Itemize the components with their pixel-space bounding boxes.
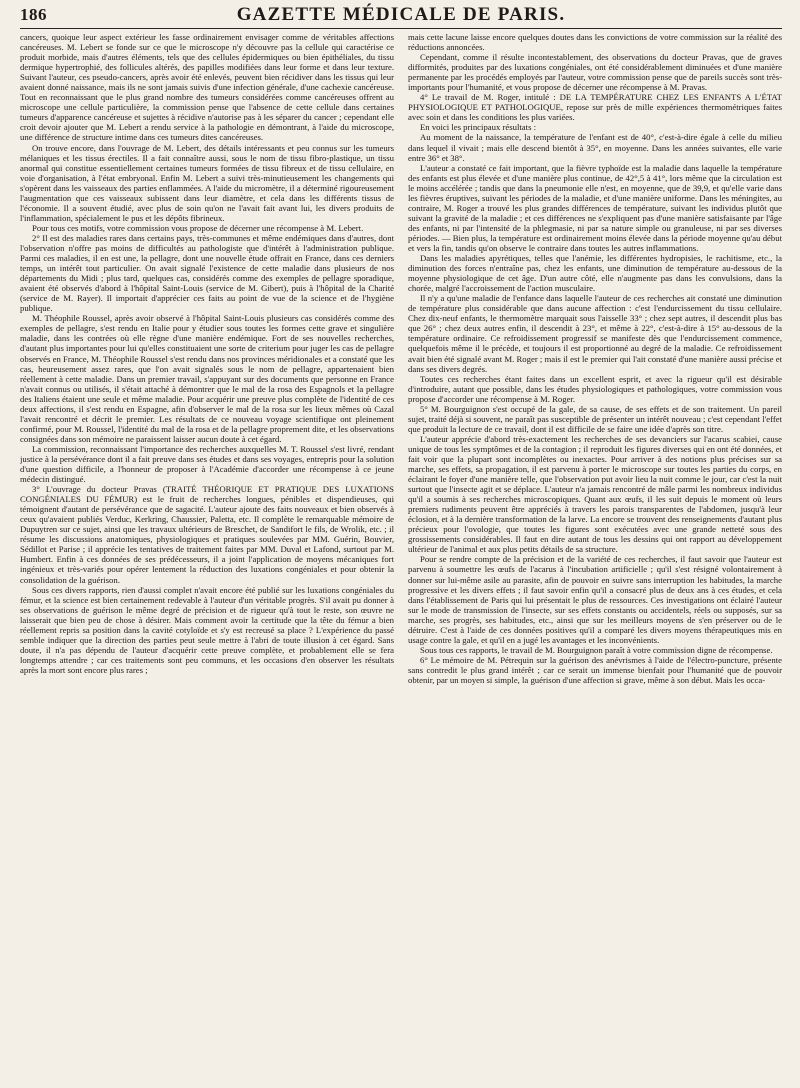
paragraph: On trouve encore, dans l'ouvrage de M. Lebert, des détails intéressants et peu connus sur les tumeurs mélaniques et les tissus érectiles. Il a fait connaître aussi, sous le nom de tissu fibro-plastique, un tissu anormal qui constitue essentiellement certaines tumeurs formées de tissu fibreux et de tissu cellulaire, en voie d'organisation, à l'état embryonal. Enfin M. Lebert a suivi très-minutieusement les changements qui s'opèrent dans les vaisseaux des parties enflammées. A l'aide du micromètre, il a déterminé rigoureusement l'augmentation que ces vaisseaux subissent dans leur diamètre, et cela dans les différents tissus de l'économie. Il a souvent étudié, avec plus de soin qu'on ne l'avait fait avant lui, les divers produits de l'inflammation, spécialement le pus et les dépôts fibrineux. <box>20 142 394 223</box>
paragraph: 4° Le travail de M. Roger, intitulé : DE LA TEMPÉRATURE CHEZ LES ENFANTS A L'ÉTAT PHYSIOLOGIQUE ET PATHOLOGIQUE, repose sur près de mille expériences thermométriques faites avec soin et dans les conditions les plus variées. <box>408 92 782 123</box>
paragraph: 6° Le mémoire de M. Pétrequin sur la guérison des anévrismes à l'aide de l'électro-puncture, présente sans contredit le plus grand intérêt ; car ce serait un immense bienfait pour l'humanité que de pouvoir obtenir, par un moyen si simple, la guérison d'une affection si grave, même à son début. Mais les occa- <box>408 654 782 685</box>
paragraph: cancers, quoique leur aspect extérieur les fasse ordinairement envisager comme de véritables affections cancéreuses. M. Lebert se fonde sur ce que le microscope n'y découvre pas la cellule qui caractérise ce produit morbide, mais d'autres éléments, tels que des cellules épidermiques ou bien épithéliales, du tissu dermique hypertrophié, des follicules altérés, des papilles modifiées dans leur forme et dans leur texture. Suivant l'auteur, ces pseudo-cancers, après avoir été enlevés, peuvent bien récidiver dans les tissus qui leur avaient donné naissance, mais ils ne sont jamais suivis d'une infection générale, d'une cachexie cancéreuse. Tout en reconnaissant que le plus grand nombre des tumeurs considérées comme cancéreuses offrent au microscope une cellule particulière, la commission pense que l'absence de cette cellule dans certaines tumeurs d'apparence cancéreuse et sujettes à récidive n'autorise pas à les séparer du cancer ; cependant elle croit devoir ajouter que M. Lebert a rendu service à la pathologie en démontrant, à l'aide du microscope, une différence de structure intime dans ces tumeurs dites cancéreuses. <box>20 32 394 143</box>
paragraph: M. Théophile Roussel, après avoir observé à l'hôpital Saint-Louis plusieurs cas considérés comme des exemples de pellagre, s'est rendu en Italie pour y étudier sous toutes les formes cette grave et singulière maladie, dans les contrées où elle règne d'une manière endémique. Fort de ses nouvelles recherches, d'autant plus importantes pour lui qu'elles constituaient une sorte de criterium pour juger les cas de pellagre observés en France, M. Théophile Roussel s'est rendu dans nos provinces méridionales et a constaté que les cas, heureusement assez rares, que l'on avait signalés sous le nom de pellagre, appartenaient bien réellement à cette maladie. Dans un premier travail, s'appuyant sur des documents que personne en France n'avait connus ou utilisés, il s'était attaché à démontrer que le mal de la rosa des Espagnols et la pellagre des Italiens étaient une seule et même maladie. Pour acquérir une preuve plus complète de l'identité de ces deux affections, il s'est rendu en Espagne, afin d'observer le mal de la rosa sur les lieux mêmes où Cazal l'avait rencontré et décrit le premier. Les résultats de ce nouveau voyage scientifique ont pleinement confirmé, pour M. Roussel, l'identité du mal de la rosa et de la pellagre proprement dite, et les observations consignées dans son mémoire ne paraissent laisser aucun doute à cet égard. <box>20 313 394 444</box>
paragraph: mais cette lacune laisse encore quelques doutes dans les convictions de votre commission sur la réalité des réductions annoncées. <box>408 32 782 53</box>
publication-title: GAZETTE MÉDICALE DE PARIS. <box>236 4 566 25</box>
paragraph: Sous ces divers rapports, rien d'aussi complet n'avait encore été publié sur les luxations congéniales du fémur, et la science est bien certainement redevable à l'auteur d'un véritable progrès. S'il avait pu donner à ses observations de guérison le même degré de précision et de rigueur qu'à tout le reste, son œuvre ne laisserait que bien peu de chose à désirer. Mais comment avoir la certitude que la tête du fémur a bien réellement repris sa position dans la cavité cotyloïde et s'y est recreusé sa place ? L'expérience du passé semble indiquer que la direction des parties peut seule mettre à l'abri de toute illusion à cet égard. Sans doute, il n'a pas dépendu de l'auteur d'acquérir cette preuve complète, et probablement elle se fera longtemps attendre ; car ces traitements sont peu communs, et les occasions d'en observer les résultats après la mort sont encore plus rares ; <box>20 584 394 675</box>
paragraph: Dans les maladies apyrétiques, telles que l'anémie, les différentes hydropisies, le rachitisme, etc., la diminution des forces n'entraîne pas, chez les enfants, une diminution de température au-dessous de la moyenne physiologique de cet âge. D'un autre côté, elle n'augmente pas dans les convulsions, dans la chorée, malgré l'accroissement de l'action musculaire. <box>408 253 782 294</box>
left-column <box>20 32 394 1086</box>
paragraph: La commission, reconnaissant l'importance des recherches auxquelles M. T. Roussel s'est livré, rendant justice à la persévérance dont il a fait preuve dans ses études et dans ses voyages, entrepris pour la solution d'une question difficile, a l'honneur de proposer à l'Académie d'accorder une récompense à ce jeune médecin distingué. <box>20 443 394 485</box>
right-column <box>408 32 782 1086</box>
paragraph: Pour se rendre compte de la précision et de la variété de ces recherches, il faut savoir que l'auteur est parvenu à soumettre les œufs de l'acarus à l'incubation artificielle ; qu'il s'est résigné volontairement à donner sur lui-même asile au parasite, afin de pouvoir en suivre sans interruption les habitudes, la marche progressive et les divers effets ; il faut savoir enfin qu'il a consacré plus de deux ans à ces études, et cela dans l'établissement de Paris qui lui présentait le plus de ressources. Ces investigations ont éclairé l'auteur sur le mode de transmission de l'insecte, sur ses effets constants ou accidentels, réels ou supposés, sur sa marche, ses progrès, ses habitudes, etc., ainsi que sur les meilleurs moyens de s'en préserver ou de le détruire. C'est à l'aide de ces données positives qu'il a comparé les divers moyens thérapeutiques mis en usage contre la gale, et qu'il en a jugé les avantages et les inconvénients. <box>408 554 782 645</box>
text-columns <box>20 32 782 1086</box>
paragraph: Au moment de la naissance, la température de l'enfant est de 40°, c'est-à-dire égale à celle du milieu dans lequel il vivait ; mais elle descend bientôt à 35°, en moyenne. Dans les années suivantes, elle varie entre 36° et 38°. <box>408 132 782 163</box>
paragraph: 2° Il est des maladies rares dans certains pays, très-communes et même endémiques dans d'autres, dont l'observation n'offre pas moins de difficultés au pathologiste que d'intérêt à l'administration publique. Parmi ces maladies, il en est une, la pellagre, dont une nouvelle étude offrait en France, dans ces derniers temps, un intérêt tout particulier. On avait signalé l'existence de cette maladie dans plusieurs de nos départements du Midi ; plus tard, quelques cas, considérés comme des exemples de pellagre sporadique, avaient été observés d'abord à l'hôpital Saint-Louis (service de M. Gibert), puis à l'hôpital de la Charité (service de M. Rayer). Il importait d'apprécier ces faits au point de vue de la science et de l'hygiène publique. <box>20 232 394 314</box>
paragraph: Cependant, comme il résulte incontestablement, des observations du docteur Pravas, que de graves difformités, produites par des luxations congéniales, ont été considérablement diminuées et d'une manière permanente par les procédés employés par l'auteur, votre commission pense que de pareils succès sont très-importants pour l'humanité, et vous propose de décerner une récompense à M. Pravas. <box>408 52 782 93</box>
paragraph: L'auteur a constaté ce fait important, que la fièvre typhoïde est la maladie dans laquelle la température des enfants est plus élevée et d'une manière plus continue, de 42°,5 à 41°, lors même que la circulation est le moins accélérée ; tandis que dans la pneumonie elle n'est, en moyenne, que de 39,9, et qu'elle varie dans les fièvres éruptives, suivant les périodes de la maladie, et d'une manière uniforme. Dans les méningites, au contraire, M. Roger a trouvé les plus grandes différences de température, suivant les individus plutôt que suivant la gravité de la maladie ; et ces différences ne s'expliquent pas d'une manière satisfaisante par l'âge des enfants, ni par l'intensité de la phlegmasie, ni par sa nature simple ou granuleuse, ni par ses diverses périodes. — Bien plus, la température est ordinairement moins élevée dans la période moyenne qu'au début et vers la fin, tandis qu'on observe le contraire dans toutes les autres inflammations. <box>408 162 782 253</box>
paragraph: 3° L'ouvrage du docteur Pravas (TRAITÉ THÉORIQUE ET PRATIQUE DES LUXATIONS CONGÉNIALES DU FÉMUR) est le fruit de recherches longues, pénibles et dispendieuses, qui témoignent d'autant de persévérance que de sagacité. L'auteur ajoute des faits nouveaux et bien observés à ceux qu'avaient publiés Verduc, Kerkring, Chaussier, Paletta, etc. Il complète le remarquable mémoire de Dupuytren sur ce sujet, ainsi que les travaux ultérieurs de Breschet, de Sandifort le fils, de Wrolik, etc. ; il résume les discussions anatomiques, physiologiques et pratiques soulevées par MM. Guérin, Bouvier, Sédillot et Parise ; il apprécie les tentatives de traitement faites par MM. Duval et Lafond, surtout par M. Humbert. Enfin à ces données de ses prédécesseurs, il a joint l'application de moyens mécaniques fort ingénieux et très-variés pour opérer lentement la réduction des luxations congéniales et pour obtenir la consolidation de la guérison. <box>20 484 394 585</box>
page-header <box>20 4 782 29</box>
paragraph: En voici les principaux résultats : <box>420 122 537 133</box>
paragraph: Sous tous ces rapports, le travail de M. Bourguignon paraît à votre commission digne de récompense. <box>420 644 773 655</box>
paragraph: 5° M. Bourguignon s'est occupé de la gale, de sa cause, de ses effets et de son traitement. Un pareil sujet, traité déjà si souvent, ne paraît pas susceptible de présenter un intérêt nouveau ; c'est cependant l'effet que produit la lecture de ce travail, dont il est difficile de se faire une idée d'après son titre. <box>408 403 782 434</box>
paragraph: Toutes ces recherches étant faites dans un excellent esprit, et avec la rigueur qu'il est désirable d'introduire, autant que possible, dans les études physiologiques et pathologiques, votre commission vous propose d'accorder une récompense à M. Roger. <box>408 373 782 404</box>
paragraph: Pour tous ces motifs, votre commission vous propose de décerner une récompense à M. Lebert. <box>32 222 364 233</box>
paragraph: Il n'y a qu'une maladie de l'enfance dans laquelle l'auteur de ces recherches ait constaté une diminution de température plus considérable que dans aucune affection : c'est l'endurcissement du tissu cellulaire. Chez dix-neuf enfants, le thermomètre marquait sous l'aisselle 33° ; chez sept autres, il descendit plus bas que 26° ; chez deux autres enfin, il descendit à 23°, et même à 22°, c'est-à-dire à 15° au-dessous de la température ordinaire. Ce refroidissement progressif se manifeste dès que l'endurcissement commence, quelquefois même il le précède, et toujours il est proportionné au degré de la maladie. Ce refroidissement avait bien été signalé avant M. Roger ; mais il est le premier qui l'ait constaté d'une manière aussi précise et dans ses divers degrés. <box>408 293 782 374</box>
paragraph: L'auteur apprécie d'abord très-exactement les recherches de ses devanciers sur l'acarus scabiei, cause unique de tous les symptômes et de la contagion ; il reproduit les figures diverses qui en ont été données, et fait voir que la plupart sont incomplètes ou inexactes. Pour arriver à des notions plus précises sur sa marche, ses effets, sa propagation, il est parvenu à porter le microscope sur toutes les parties du corps, en éclairant le foyer d'une manière telle, que l'observation put avoir lieu la nuit comme le jour, car c'est la nuit surtout que l'insecte agit et se déplace. L'auteur n'a jamais rencontré de mâle parmi les nombreux individus qu'il a soumis à ses recherches microscopiques. Quant aux œufs, il les suit depuis le moment où leurs premiers rudiments peuvent être appréciés à travers les parois transparentes de l'abdomen, jusqu'à leur éclosion, et à la dernière transformation de la larve. La encore se trouvent des renseignements d'autant plus précieux pour l'ovologie, que toutes les figures sont exécutées avec une grande netteté sous des grossissements considérables. Il faut en dire autant de tous les dessins qui ont rapport au développement ultérieur de l'animal et aux plus petits détails de sa structure. <box>408 433 782 555</box>
page-number: 186 <box>20 5 47 24</box>
